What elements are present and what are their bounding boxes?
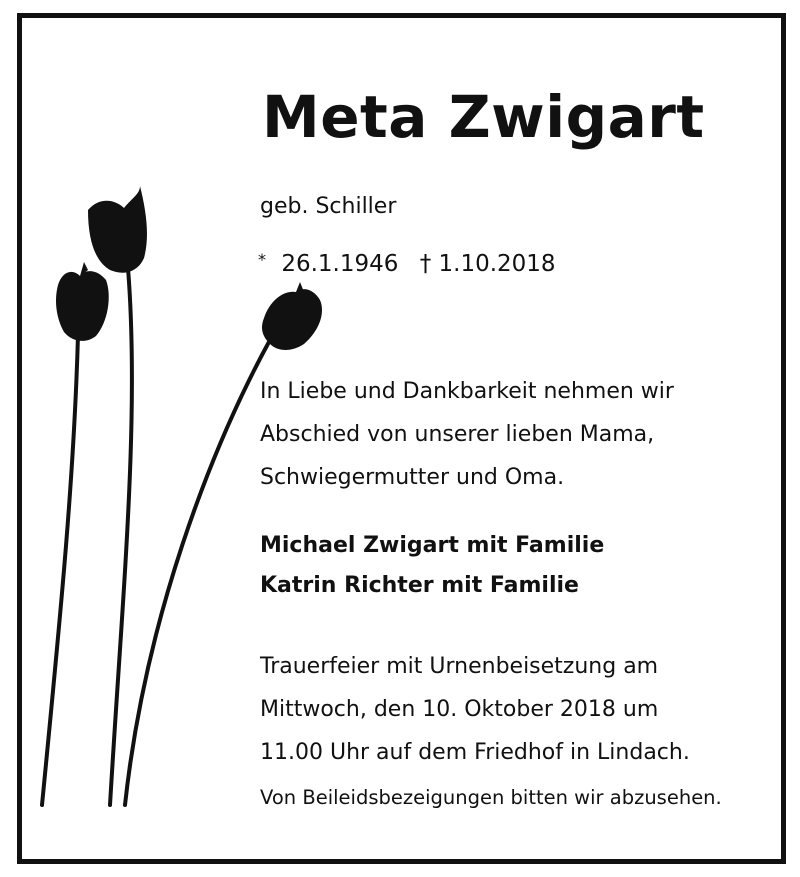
- tulip-flower-icon: [262, 289, 322, 350]
- born-date: 26.1.1946: [281, 251, 399, 277]
- tulip-flower-icon: [56, 271, 109, 341]
- mourner: Katrin Richter mit Familie: [260, 573, 579, 598]
- message-line: Abschied von unserer lieben Mama,: [260, 422, 655, 447]
- tulip-stem: [110, 268, 132, 805]
- ceremony-line: Mittwoch, den 10. Oktober 2018 um: [260, 697, 659, 722]
- ceremony-line: 11.00 Uhr auf dem Friedhof in Lindach.: [260, 740, 690, 765]
- tulip-stem: [42, 335, 78, 805]
- deceased-name: Meta Zwigart: [262, 83, 705, 151]
- mourners-list: [260, 526, 604, 606]
- mourner: Michael Zwigart mit Familie: [260, 533, 605, 558]
- tulip-flower-icon: [88, 186, 147, 273]
- died-date: 1.10.2018: [438, 251, 556, 277]
- life-dates: [258, 250, 556, 277]
- farewell-message: [260, 370, 674, 499]
- message-line: In Liebe und Dankbarkeit nehmen wir: [260, 379, 674, 404]
- ceremony-info: [260, 645, 690, 774]
- born-symbol: *: [258, 250, 266, 269]
- condolence-note: Von Beileidsbezeigungen bitten wir abzusehen.: [260, 786, 722, 809]
- maiden-name: geb. Schiller: [260, 194, 397, 219]
- tulip-stem: [125, 340, 270, 805]
- message-line: Schwiegermutter und Oma.: [260, 465, 565, 490]
- died-symbol: †: [419, 251, 432, 277]
- ceremony-line: Trauerfeier mit Urnenbeisetzung am: [260, 654, 659, 679]
